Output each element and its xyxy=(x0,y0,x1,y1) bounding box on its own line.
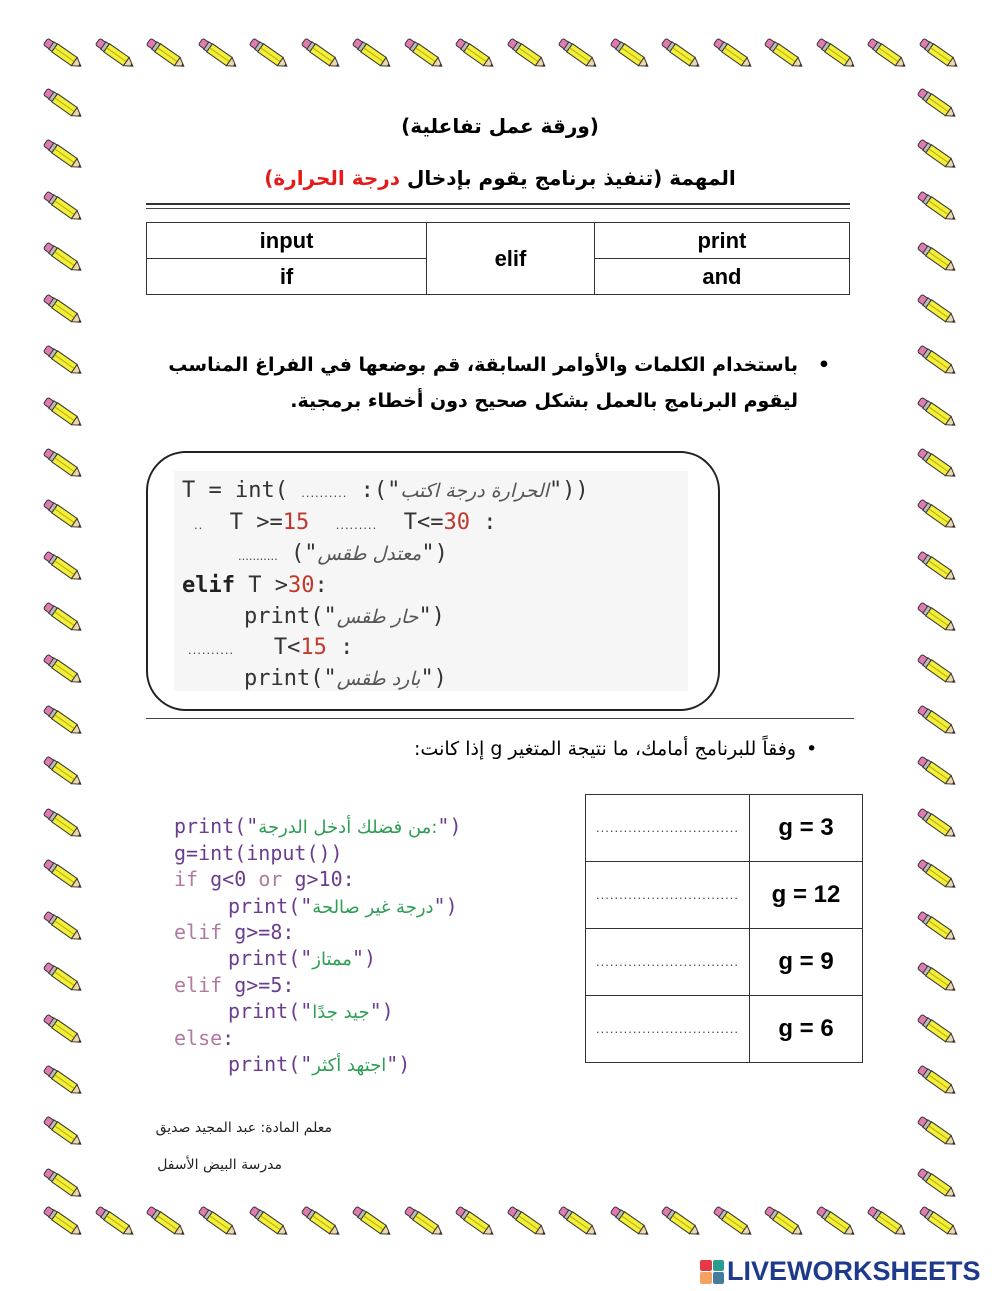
table-row xyxy=(586,929,863,996)
code-token: T< xyxy=(273,635,301,660)
pencil-icon xyxy=(38,191,86,221)
pencil-icon xyxy=(912,397,960,427)
code-line xyxy=(182,478,589,503)
code-line xyxy=(244,666,447,691)
keywords-table xyxy=(146,222,850,295)
answer-label: g = 6 xyxy=(750,996,863,1063)
pencil-icon xyxy=(912,911,960,941)
code-line xyxy=(244,604,445,629)
pencil-icon xyxy=(90,38,138,68)
pencil-icon xyxy=(38,911,86,941)
bullet-icon: • xyxy=(817,354,830,376)
pencil-icon xyxy=(347,1206,395,1236)
code-line xyxy=(174,1026,234,1050)
pencil-icon xyxy=(450,38,498,68)
code-token: g>=8: xyxy=(222,920,295,944)
code-arabic-string: بارد طقس xyxy=(336,668,421,690)
code-number: 15 xyxy=(282,510,310,535)
code-arabic-string: اجتهد أكثر xyxy=(312,1055,387,1076)
pencil-icon xyxy=(244,1206,292,1236)
pencil-icon xyxy=(193,1206,241,1236)
pencil-icon xyxy=(656,1206,704,1236)
pencil-icon xyxy=(912,602,960,632)
code-token: ") xyxy=(433,894,458,918)
code-token: : xyxy=(222,1026,235,1050)
code-line xyxy=(228,946,376,970)
pencil-icon xyxy=(708,38,756,68)
code-line xyxy=(174,867,355,891)
pencil-icon xyxy=(914,38,962,68)
task-title-highlight: درجة الحرارة) xyxy=(264,166,401,190)
code-token: print(" xyxy=(244,666,337,691)
code-token: ")) xyxy=(548,478,589,503)
pencil-icon xyxy=(811,38,859,68)
answers-table xyxy=(585,794,863,1063)
code-token: T = int( xyxy=(182,478,288,503)
code-keyword: elif xyxy=(174,973,223,997)
code-keyword: elif xyxy=(174,920,223,944)
pencil-icon xyxy=(296,1206,344,1236)
code-line xyxy=(174,973,294,997)
code-token: : xyxy=(314,573,328,598)
code-arabic-string: الحرارة درجة اكتب xyxy=(400,480,549,502)
pencil-icon xyxy=(38,1065,86,1095)
pencil-icon xyxy=(38,859,86,889)
pencil-icon xyxy=(141,1206,189,1236)
fill-blank[interactable]: .......... xyxy=(301,485,348,500)
keyword-cell: print xyxy=(594,223,849,259)
code-line xyxy=(174,920,294,944)
code-line xyxy=(182,573,328,598)
code-keyword: else xyxy=(174,1026,223,1050)
code-token: g>=5: xyxy=(222,973,295,997)
pencil-icon xyxy=(553,1206,601,1236)
pencil-icon xyxy=(450,1206,498,1236)
fill-blank[interactable]: ............................... xyxy=(596,820,739,835)
code-token: print(" xyxy=(174,814,259,838)
code-token: : xyxy=(326,635,354,660)
code-token: : xyxy=(469,510,497,535)
code-token: ") xyxy=(418,604,445,629)
pencil-icon xyxy=(862,1206,910,1236)
pencil-icon xyxy=(38,345,86,375)
pencil-border-right xyxy=(912,88,960,1198)
pencil-icon xyxy=(38,139,86,169)
answer-blank[interactable] xyxy=(586,795,750,862)
pencil-icon xyxy=(347,38,395,68)
table-row xyxy=(586,996,863,1063)
code-number: 30 xyxy=(443,510,470,535)
code-token: :(" xyxy=(360,478,401,503)
code-token: print(" xyxy=(228,999,313,1023)
pencil-icon xyxy=(296,38,344,68)
pencil-icon xyxy=(708,1206,756,1236)
pencil-icon xyxy=(502,1206,550,1236)
pencil-icon xyxy=(502,38,550,68)
pencil-icon xyxy=(912,294,960,324)
pencil-icon xyxy=(38,551,86,581)
bullet-icon: • xyxy=(806,738,818,760)
pencil-border-left xyxy=(38,88,86,1198)
fill-blank[interactable]: ............................... xyxy=(596,954,739,969)
code-token: g>10: xyxy=(282,867,355,891)
pencil-icon xyxy=(244,38,292,68)
code-line: g=int(input()) xyxy=(174,841,343,865)
fill-blank[interactable]: ............................... xyxy=(596,887,739,902)
instruction-line: وفقاً للبرنامج أمامك، ما نتيجة المتغير g إذا كانت: xyxy=(414,738,796,760)
keyword-cell: elif xyxy=(427,223,595,295)
pencil-icon xyxy=(914,1206,962,1236)
pencil-icon xyxy=(862,38,910,68)
code-token: ") xyxy=(420,666,447,691)
pencil-icon xyxy=(912,551,960,581)
keyword-cell: if xyxy=(147,259,427,295)
liveworksheets-logo xyxy=(700,1256,981,1287)
answer-blank[interactable] xyxy=(586,929,750,996)
code-line xyxy=(228,999,394,1023)
pencil-icon xyxy=(605,38,653,68)
pencil-icon xyxy=(912,756,960,786)
pencil-icon xyxy=(912,962,960,992)
code-line xyxy=(194,510,496,535)
pencil-icon xyxy=(912,1168,960,1198)
pencil-icon xyxy=(90,1206,138,1236)
code-token: print(" xyxy=(228,894,313,918)
pencil-icon xyxy=(38,242,86,272)
code-line xyxy=(238,541,448,566)
pencil-icon xyxy=(38,654,86,684)
pencil-icon xyxy=(912,705,960,735)
pencil-icon xyxy=(38,602,86,632)
pencil-icon xyxy=(38,294,86,324)
code-number: 15 xyxy=(300,635,327,660)
section-divider xyxy=(146,718,854,719)
code-line xyxy=(174,814,462,838)
pencil-icon xyxy=(912,499,960,529)
pencil-icon xyxy=(912,654,960,684)
answer-label: g = 3 xyxy=(750,795,863,862)
title-divider xyxy=(146,203,850,205)
code-token: T<= xyxy=(403,510,444,535)
pencil-icon xyxy=(912,859,960,889)
pencil-icon xyxy=(759,38,807,68)
worksheet-title: (ورقة عمل تفاعلية) xyxy=(401,114,599,138)
pencil-icon xyxy=(912,1065,960,1095)
pencil-icon xyxy=(399,1206,447,1236)
pencil-icon xyxy=(912,1014,960,1044)
pencil-icon xyxy=(605,1206,653,1236)
liveworksheets-brand-text: LIVEWORKSHEETS xyxy=(727,1256,981,1286)
answer-label: g = 12 xyxy=(750,862,863,929)
instruction-line: ليقوم البرنامج بالعمل بشكل صحيح دون أخطاء برمجية. xyxy=(290,390,798,412)
code-keyword: or xyxy=(258,867,283,891)
school-name: مدرسة البيض الأسفل xyxy=(157,1157,282,1173)
pencil-icon xyxy=(38,397,86,427)
fill-blank[interactable]: ............................... xyxy=(596,1021,739,1036)
pencil-icon xyxy=(912,345,960,375)
code-token: print(" xyxy=(244,604,337,629)
pencil-icon xyxy=(38,499,86,529)
code-token: ") xyxy=(386,1052,411,1076)
pencil-icon xyxy=(759,1206,807,1236)
pencil-icon xyxy=(38,1116,86,1146)
code-token: (" xyxy=(290,541,318,566)
pencil-icon xyxy=(38,1206,86,1236)
keyword-cell: input xyxy=(147,223,427,259)
fill-blank[interactable]: ........... xyxy=(238,548,278,563)
answer-blank[interactable] xyxy=(586,996,750,1063)
title-divider-thin xyxy=(146,208,850,209)
code-arabic-string: ممتاز xyxy=(312,949,352,970)
pencil-icon xyxy=(193,38,241,68)
pencil-icon xyxy=(38,962,86,992)
pencil-icon xyxy=(38,756,86,786)
code-token: g<0 xyxy=(198,867,259,891)
pencil-icon xyxy=(553,38,601,68)
pencil-border-bottom xyxy=(38,1206,962,1236)
code-number: 30 xyxy=(287,573,315,598)
pencil-icon xyxy=(38,705,86,735)
code-token: print(" xyxy=(228,1052,313,1076)
pencil-icon xyxy=(912,1116,960,1146)
pencil-icon xyxy=(399,38,447,68)
pencil-icon xyxy=(912,139,960,169)
code-keyword: elif xyxy=(182,573,235,598)
code-token: print(" xyxy=(228,946,313,970)
code-arabic-string: حار طقس xyxy=(336,606,419,628)
pencil-icon xyxy=(141,38,189,68)
answer-blank[interactable] xyxy=(586,862,750,929)
pencil-icon xyxy=(912,191,960,221)
answer-label: g = 9 xyxy=(750,929,863,996)
code-token: T >= xyxy=(229,510,283,535)
teacher-name: معلم المادة: عبد المجيد صديق xyxy=(155,1120,332,1136)
keyword-cell: and xyxy=(594,259,849,295)
code-line xyxy=(228,1052,410,1076)
code-arabic-string: معتدل طقس xyxy=(317,543,422,565)
code-token: ") xyxy=(437,814,462,838)
fill-blank[interactable]: ......... xyxy=(335,517,378,532)
liveworksheets-logo-icon xyxy=(700,1260,724,1284)
code-token: ") xyxy=(351,946,377,970)
pencil-icon xyxy=(38,808,86,838)
code-token: ") xyxy=(369,999,394,1023)
pencil-icon xyxy=(38,1014,86,1044)
task-title xyxy=(0,166,1000,190)
pencil-icon xyxy=(38,38,86,68)
table-row xyxy=(586,795,863,862)
pencil-icon xyxy=(38,1168,86,1198)
code-line xyxy=(188,635,353,660)
fill-blank[interactable]: .. xyxy=(194,517,204,532)
task-title-prefix: المهمة (تنفيذ برنامج يقوم بإدخال xyxy=(400,166,736,190)
code-arabic-string: من فضلك أدخل الدرجة: xyxy=(258,817,438,838)
code-arabic-string: درجة غير صالحة xyxy=(312,897,434,918)
pencil-icon xyxy=(912,448,960,478)
code-token: T > xyxy=(234,573,288,598)
pencil-icon xyxy=(912,242,960,272)
code-token: ") xyxy=(421,541,448,566)
instruction-line: باستخدام الكلمات والأوامر السابقة، قم بوضعها في الفراغ المناسب xyxy=(168,354,798,376)
table-row xyxy=(586,862,863,929)
pencil-border-top xyxy=(38,38,962,68)
code-line xyxy=(228,894,458,918)
pencil-icon xyxy=(656,38,704,68)
pencil-icon xyxy=(38,448,86,478)
code-keyword: if xyxy=(174,867,199,891)
pencil-icon xyxy=(811,1206,859,1236)
pencil-icon xyxy=(912,808,960,838)
code-arabic-string: جيد جدًا xyxy=(312,1002,370,1023)
fill-blank[interactable]: .......... xyxy=(188,642,235,657)
